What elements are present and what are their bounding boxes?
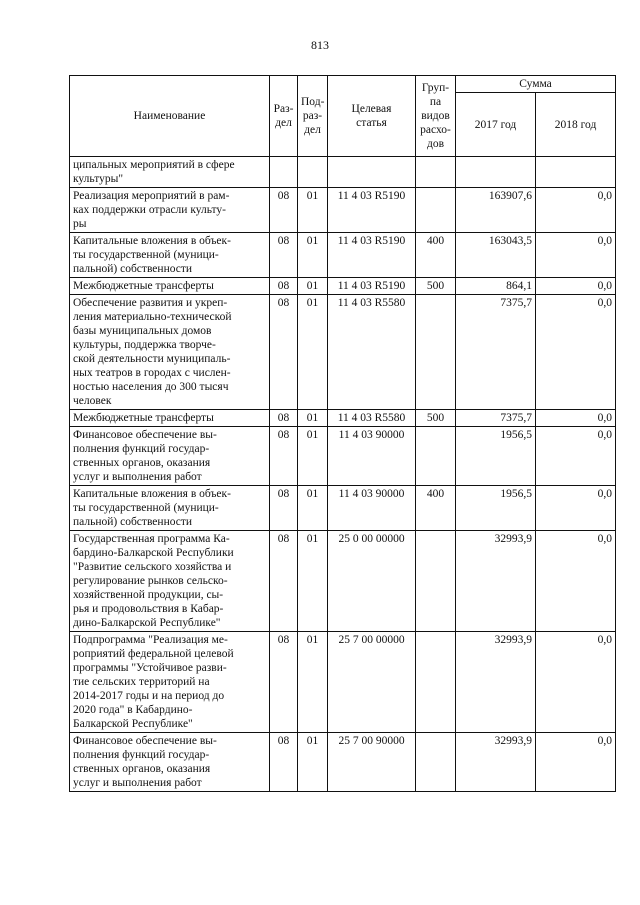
cell-2017: 864,1: [456, 278, 536, 295]
cell-target: 11 4 03 R5190: [328, 233, 416, 278]
header-year-2017: 2017 год: [456, 93, 536, 157]
cell-group: [416, 427, 456, 486]
cell-section: 08: [270, 188, 298, 233]
table-row: [70, 278, 616, 295]
cell-name: ципальных мероприятий в сфере культуры": [70, 157, 270, 188]
cell-section: [270, 157, 298, 188]
cell-subsection: 01: [298, 486, 328, 531]
cell-target: 25 7 00 00000: [328, 632, 416, 733]
cell-2017: 32993,9: [456, 632, 536, 733]
table-row: [70, 531, 616, 632]
cell-2018: [536, 157, 616, 188]
cell-name: Капитальные вложения в объек- ты государственной (муници- пальной) собственности: [70, 233, 270, 278]
cell-subsection: 01: [298, 278, 328, 295]
cell-section: 08: [270, 486, 298, 531]
cell-2017: 1956,5: [456, 427, 536, 486]
table-row: [70, 157, 616, 188]
header-year-2018: 2018 год: [536, 93, 616, 157]
cell-target: 11 4 03 R5580: [328, 295, 416, 410]
cell-2017: 163907,6: [456, 188, 536, 233]
header-name: Наименование: [70, 76, 270, 157]
cell-group: 400: [416, 233, 456, 278]
cell-2017: [456, 157, 536, 188]
cell-subsection: 01: [298, 733, 328, 792]
header-section: Раз- дел: [270, 76, 298, 157]
table-row: [70, 427, 616, 486]
header-subsection: Под- раз- дел: [298, 76, 328, 157]
cell-group: [416, 733, 456, 792]
cell-2018: 0,0: [536, 233, 616, 278]
cell-subsection: [298, 157, 328, 188]
cell-name: Межбюджетные трансферты: [70, 410, 270, 427]
cell-group: [416, 295, 456, 410]
cell-subsection: 01: [298, 632, 328, 733]
table-body: [70, 157, 616, 792]
cell-subsection: 01: [298, 427, 328, 486]
cell-name: Подпрограмма "Реализация ме- роприятий федеральной целевой программы "Устойчивое разви- тие сельских территорий на 2014-2017 годы и на период до 2020 года" в Кабардино- Балкарской Республике": [70, 632, 270, 733]
cell-target: 11 4 03 R5580: [328, 410, 416, 427]
cell-2018: 0,0: [536, 188, 616, 233]
cell-section: 08: [270, 233, 298, 278]
cell-2017: 32993,9: [456, 733, 536, 792]
cell-2017: 32993,9: [456, 531, 536, 632]
table-row: [70, 295, 616, 410]
cell-subsection: 01: [298, 531, 328, 632]
table-row: [70, 410, 616, 427]
cell-subsection: 01: [298, 233, 328, 278]
cell-2017: 7375,7: [456, 410, 536, 427]
cell-name: Обеспечение развития и укреп- ления материально-технической базы муниципальных домов культуры, поддержка творче- ской деятельности муниципаль- ных театров в городах с числен- ностью населения до 300 тысяч человек: [70, 295, 270, 410]
table-row: [70, 233, 616, 278]
cell-name: Государственная программа Ка- бардино-Балкарской Республики "Развитие сельского хозяйства и регулирование рынков сельско- хозяйственной продукции, сы- рья и продовольствия в Кабар- дино-Балкарской Республике": [70, 531, 270, 632]
cell-target: 11 4 03 R5190: [328, 188, 416, 233]
cell-name: Капитальные вложения в объек- ты государственной (муници- пальной) собственности: [70, 486, 270, 531]
cell-section: 08: [270, 278, 298, 295]
cell-section: 08: [270, 410, 298, 427]
cell-subsection: 01: [298, 410, 328, 427]
cell-target: 11 4 03 90000: [328, 486, 416, 531]
table-row: [70, 188, 616, 233]
cell-target: 25 7 00 90000: [328, 733, 416, 792]
cell-section: 08: [270, 295, 298, 410]
cell-group: [416, 531, 456, 632]
cell-2018: 0,0: [536, 427, 616, 486]
cell-group: [416, 157, 456, 188]
table-row: [70, 733, 616, 792]
cell-name: Финансовое обеспечение вы- полнения функций государ- ственных органов, оказания услуг и выполнения работ: [70, 733, 270, 792]
page-number: 813: [311, 38, 329, 52]
cell-section: 08: [270, 733, 298, 792]
cell-subsection: 01: [298, 295, 328, 410]
cell-name: Реализация мероприятий в рам- ках поддержки отрасли культу- ры: [70, 188, 270, 233]
cell-group: [416, 632, 456, 733]
cell-group: [416, 188, 456, 233]
cell-target: 11 4 03 R5190: [328, 278, 416, 295]
cell-2017: 1956,5: [456, 486, 536, 531]
cell-target: [328, 157, 416, 188]
cell-group: 500: [416, 410, 456, 427]
cell-2017: 7375,7: [456, 295, 536, 410]
table-row: [70, 486, 616, 531]
cell-2018: 0,0: [536, 295, 616, 410]
cell-target: 25 0 00 00000: [328, 531, 416, 632]
cell-2018: 0,0: [536, 410, 616, 427]
cell-2018: 0,0: [536, 486, 616, 531]
header-sum: Сумма: [456, 76, 616, 93]
cell-group: 400: [416, 486, 456, 531]
cell-2018: 0,0: [536, 278, 616, 295]
header-group: Груп- па видов расхо- дов: [416, 76, 456, 157]
cell-name: Финансовое обеспечение вы- полнения функций государ- ственных органов, оказания услуг и выполнения работ: [70, 427, 270, 486]
cell-name: Межбюджетные трансферты: [70, 278, 270, 295]
cell-section: 08: [270, 632, 298, 733]
cell-group: 500: [416, 278, 456, 295]
cell-target: 11 4 03 90000: [328, 427, 416, 486]
header-target: Целевая статья: [328, 76, 416, 157]
cell-2018: 0,0: [536, 733, 616, 792]
cell-2018: 0,0: [536, 531, 616, 632]
cell-section: 08: [270, 531, 298, 632]
cell-2017: 163043,5: [456, 233, 536, 278]
cell-2018: 0,0: [536, 632, 616, 733]
budget-table: [69, 75, 616, 792]
cell-subsection: 01: [298, 188, 328, 233]
table-row: [70, 632, 616, 733]
cell-section: 08: [270, 427, 298, 486]
